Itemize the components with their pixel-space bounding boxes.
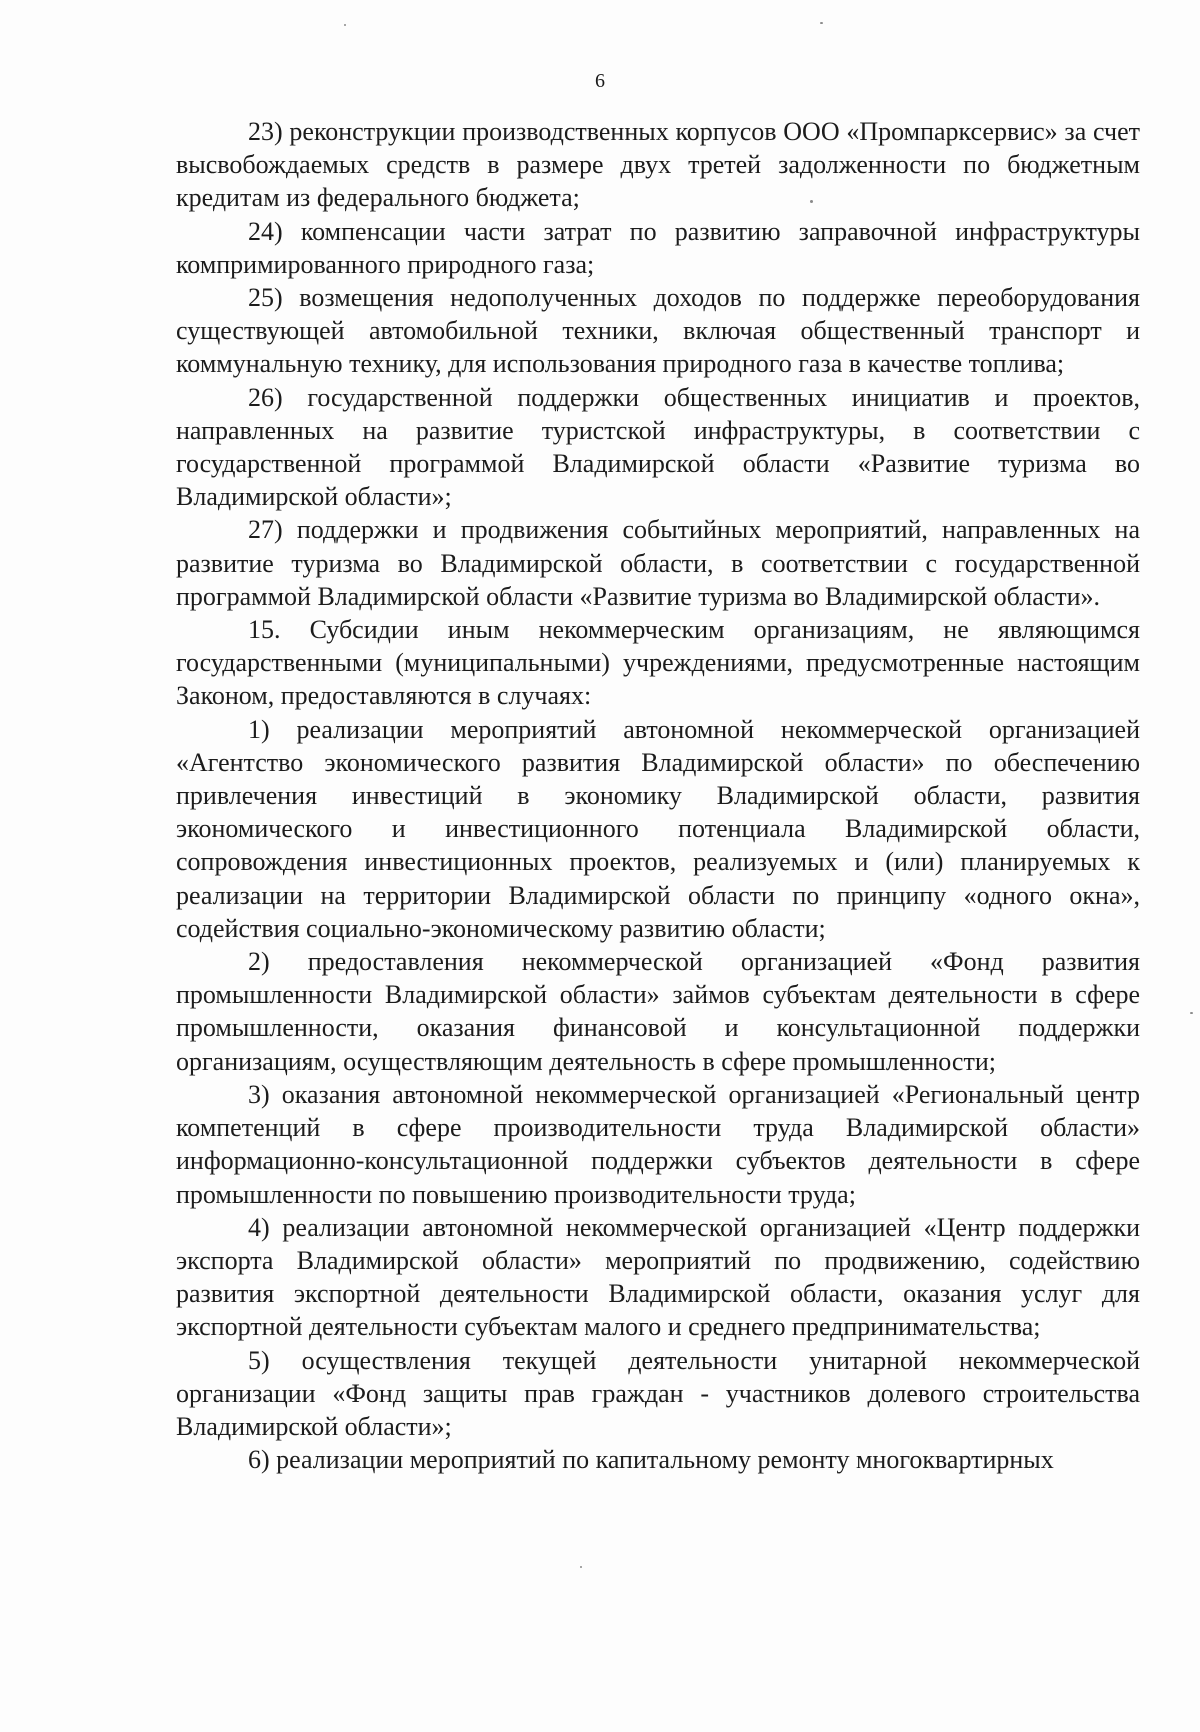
paragraph-item-24: 24) компенсации части затрат по развитию заправочной инфраструктуры компримированного природного газа; xyxy=(176,216,1140,279)
scan-speck xyxy=(810,200,813,203)
paragraph-section-15: 15. Субсидии иным некоммерческим организациям, не являющимся государственными (муниципальными) учреждениями, предусмотренные настоящим Законом, предоставляются в случаях: xyxy=(176,615,1140,711)
scan-speck xyxy=(820,22,823,24)
document-body xyxy=(176,115,1140,1476)
paragraph-item-23: 23) реконструкции производственных корпусов ООО «Промпарксервис» за счет высвобождаемых средств в размере двух третей задолженности по бюджетным кредитам из федерального бюджета; xyxy=(176,117,1140,213)
paragraph-item-4: 4) реализации автономной некоммерческой организацией «Центр поддержки экспорта Владимирской области» мероприятий по продвижению, содействию развития экспортной деятельности Владимирской области, оказания услуг для экспортной деятельности субъектам малого и среднего предпринимательства; xyxy=(176,1212,1140,1342)
paragraph-item-1: 1) реализации мероприятий автономной некоммерческой организацией «Агентство экономического развития Владимирской области» по обеспечению привлечения инвестиций в экономику Владимирской области, развития экономического и инвестиционного потенциала Владимирской области, сопровождения инвестиционных проектов, реализуемых и (или) планируемых к реализации на территории Владимирской области по принципу «одного окна», содействия социально-экономическому развитию области; xyxy=(176,714,1140,943)
paragraph-item-27: 27) поддержки и продвижения событийных мероприятий, направленных на развитие туризма во Владимирской области, в соответствии с государственной программой Владимирской области «Развитие туризма во Владимирской области». xyxy=(176,515,1140,611)
paragraph-item-2: 2) предоставления некоммерческой организацией «Фонд развития промышленности Владимирской области» займов субъектам деятельности в сфере промышленности, оказания финансовой и консультационной поддержки организациям, осуществляющим деятельность в сфере промышленности; xyxy=(176,947,1140,1076)
paragraph-item-3: 3) оказания автономной некоммерческой организацией «Региональный центр компетенций в сфере производительности труда Владимирской области» информационно-консультационной поддержки субъектов деятельности в сфере промышленности по повышению производительности труда; xyxy=(176,1079,1140,1209)
paragraph-item-26: 26) государственной поддержки общественных инициатив и проектов, направленных на развитие туристской инфраструктуры, в соответствии с государственной программой Владимирской области «Развитие туризма во Владимирской области»; xyxy=(176,382,1140,512)
scan-speck xyxy=(1190,1012,1193,1014)
paragraph-item-25: 25) возмещения недополученных доходов по поддержке переоборудования существующей автомобильной техники, включая общественный транспорт и коммунальную технику, для использования природного газа в качестве топлива; xyxy=(176,283,1140,379)
scan-speck xyxy=(344,24,346,26)
paragraph-item-6: 6) реализации мероприятий по капитальному ремонту многоквартирных xyxy=(248,1445,1054,1475)
paragraph-item-5: 5) осуществления текущей деятельности унитарной некоммерческой организации «Фонд защиты прав граждан - участников долевого строительства Владимирской области»; xyxy=(176,1345,1140,1441)
page-number: 6 xyxy=(595,70,605,92)
scan-speck xyxy=(580,1566,582,1568)
